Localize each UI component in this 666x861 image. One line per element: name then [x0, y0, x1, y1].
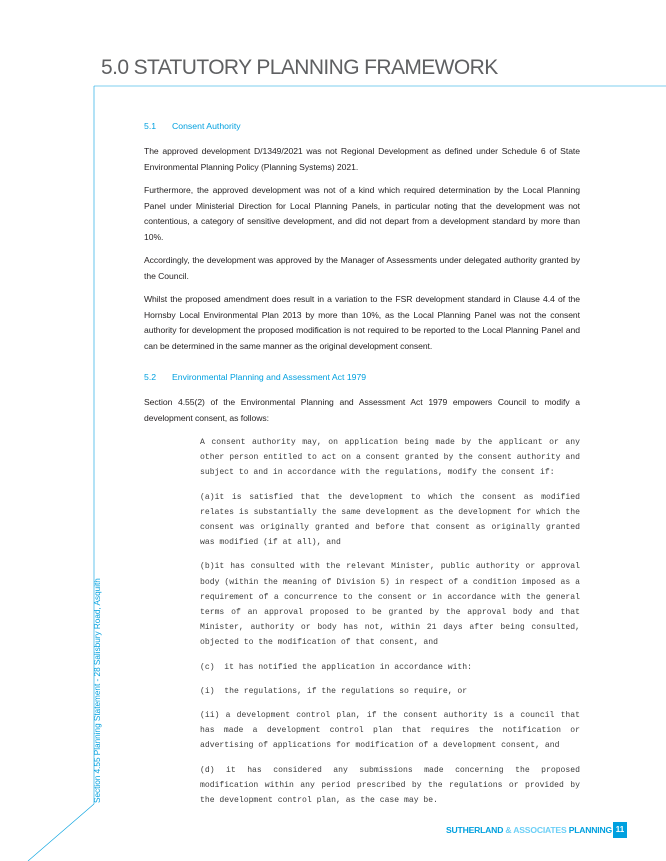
section-heading-epa-act: [144, 371, 580, 383]
footer-brand-part1: SUTHERLAND: [446, 825, 504, 835]
section-number: 5.2: [144, 372, 157, 382]
quoted-clause: (i) the regulations, if the regulations so require, or: [200, 686, 468, 696]
quoted-clause: A consent authority may, on application being made by the applicant or any other person entitled to act on a consent granted by the consent authority and subject to and in accordance with the regulations, modify the consent if:: [200, 438, 580, 478]
paragraph: Whilst the proposed amendment does result in a variation to the FSR development standard in Clause 4.4 of the Hornsby Local Environmental Plan 2013 by more than 10%, as the Local Planning Panel was not the consent authority for development the proposed modification is not required to be reported to the Local Planning Panel and can be determined in the same manner as the original development consent.: [144, 294, 580, 351]
quoted-clause: (a)it is satisfied that the development to which the consent as modified relates is substantially the same development as the development for which the consent was originally granted and before that consent as originally granted was modified (if at all), and: [200, 492, 580, 548]
quoted-clause: (b)it has consulted with the relevant Minister, public authority or approval body (within the meaning of Division 5) in respect of a condition imposed as a requirement of a concurrence to the consent or in accordance with the general terms of an approval proposed to be granted by the approval body and that Minister, authority or body has not, within 21 days after being consulted, objected to the modification of that consent, and: [200, 562, 580, 648]
paragraph: Section 4.55(2) of the Environmental Planning and Assessment Act 1979 empowers Council to modify a development consent, as follows:: [144, 397, 580, 423]
section-title: Consent Authority: [172, 121, 241, 131]
paragraph: Furthermore, the approved development was not of a kind which required determination by the Local Planning Panel under Ministerial Direction for Local Planning Panels, in particular noting that the development was not contentious, a category of sensitive development, and did not depart from a development standard by more than 10%.: [144, 185, 580, 242]
quoted-clause: (d) it has considered any submissions made concerning the proposed modification within any period prescribed by the regulations or provided by the development control plan, as the case may be.: [200, 765, 580, 806]
paragraph: Accordingly, the development was approved by the Manager of Assessments under delegated authority granted by the Council.: [144, 255, 580, 281]
main-content: [144, 120, 580, 808]
paragraph: The approved development D/1349/2021 was not Regional Development as defined under Schedule 6 of State Environmental Planning Policy (Planning Systems) 2021.: [144, 146, 580, 172]
quoted-clause: (c) it has notified the application in accordance with:: [200, 662, 472, 672]
footer-brand-part2: & ASSOCIATES: [503, 825, 569, 835]
footer-brand-part3: PLANNING: [568, 825, 612, 835]
sidebar-document-title: Section 4.55 Planning Statement - 28 Salisbury Road, Asquith: [93, 578, 102, 803]
section-heading-consent-authority: [144, 120, 580, 132]
quoted-clause: (ii) a development control plan, if the consent authority is a council that has made a development control plan that requires the notification or advertising of applications for modification of a development consent, and: [200, 711, 580, 751]
page-heading: 5.0 STATUTORY PLANNING FRAMEWORK: [101, 56, 498, 79]
footer-brand: [446, 825, 612, 835]
page-number: 11: [613, 822, 627, 838]
section-title: Environmental Planning and Assessment Act 1979: [172, 372, 367, 382]
section-number: 5.1: [144, 121, 157, 131]
